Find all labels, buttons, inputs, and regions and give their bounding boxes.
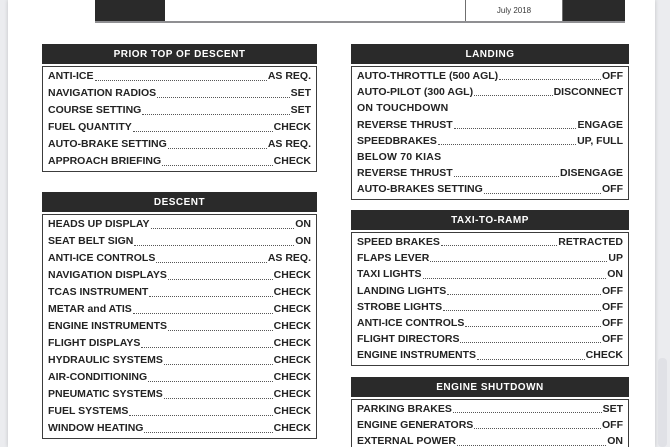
item-value: SET — [290, 87, 311, 99]
checklist-item-row — [357, 331, 623, 347]
checklist-item-row — [48, 386, 311, 403]
dotted-leader — [95, 68, 267, 81]
item-value: UP — [608, 252, 623, 265]
item-label: METAR and ATIS — [48, 303, 132, 315]
item-label: APPROACH BRIEFING — [48, 155, 162, 167]
section-body — [42, 66, 317, 172]
checklist-item-row — [357, 347, 623, 363]
item-label: COURSE SETTING — [48, 104, 142, 116]
item-label: ON TOUCHDOWN — [357, 102, 449, 115]
item-label: EXTERNAL POWER — [357, 435, 456, 447]
dotted-leader — [141, 335, 272, 348]
checklist-section — [42, 44, 317, 172]
item-label: FLIGHT DISPLAYS — [48, 337, 141, 349]
checklist-item-row — [48, 403, 311, 420]
checklist-item-row — [357, 283, 623, 299]
item-label: ANTI-ICE CONTROLS — [48, 252, 156, 264]
item-label: AUTO-BRAKE SETTING — [48, 138, 167, 150]
item-label: REVERSE THRUST — [357, 167, 453, 180]
item-value: CHECK — [273, 371, 311, 383]
dotted-leader — [465, 315, 601, 327]
checklist-item-row — [48, 267, 311, 284]
checklist-item-row — [48, 420, 311, 437]
item-label: AUTO-THROTTLE (500 AGL) — [357, 70, 499, 82]
item-label: WINDOW HEATING — [48, 422, 144, 434]
document-page — [8, 0, 655, 447]
section-body — [42, 214, 317, 439]
item-value: CHECK — [273, 320, 311, 332]
item-value: OFF — [602, 300, 623, 313]
dotted-leader — [477, 347, 585, 359]
item-label: HYDRAULIC SYSTEMS — [48, 354, 163, 366]
dotted-leader — [134, 233, 294, 246]
dotted-leader — [133, 301, 273, 314]
item-label: ANTI-ICE — [48, 70, 94, 82]
dotted-leader — [441, 234, 557, 246]
item-label: PNEUMATIC SYSTEMS — [48, 388, 163, 400]
dotted-leader — [168, 318, 273, 331]
dotted-leader — [162, 153, 272, 166]
checklist-section — [42, 192, 317, 439]
dotted-leader — [168, 267, 273, 280]
item-label: HEADS UP DISPLAY — [48, 218, 150, 230]
item-label: REVERSE THRUST — [357, 118, 453, 131]
dotted-leader — [430, 250, 607, 262]
item-value: DISCONNECT — [553, 86, 623, 99]
item-label: AUTO-BRAKES SETTING — [357, 183, 483, 196]
section-title: LANDING — [351, 44, 629, 64]
dotted-leader — [443, 299, 601, 311]
item-value: OFF — [602, 419, 623, 432]
checklist-item-row — [48, 352, 311, 369]
dotted-leader — [423, 266, 607, 278]
item-label: FUEL QUANTITY — [48, 121, 132, 133]
dotted-leader — [164, 352, 273, 365]
checklist-item-row — [48, 68, 311, 85]
item-value: SET — [290, 104, 311, 116]
checklist-item-row — [357, 68, 623, 84]
item-value: OFF — [602, 183, 623, 196]
item-value: AS REQ. — [267, 138, 311, 150]
dotted-leader — [484, 181, 601, 193]
item-value: ON — [295, 218, 311, 230]
checklist-item-row — [357, 117, 623, 133]
item-value: CHECK — [273, 405, 311, 417]
checklist-item-row — [48, 284, 311, 301]
checklist-item-row — [48, 233, 311, 250]
dotted-leader — [460, 331, 601, 343]
item-label: FLAPS LEVER — [357, 252, 430, 265]
dotted-leader — [144, 420, 272, 433]
item-value: UP, FULL — [577, 134, 623, 147]
item-label: BELOW 70 KIAS — [357, 150, 442, 163]
checklist-section — [351, 377, 629, 447]
checklist-item-row — [48, 318, 311, 335]
item-value: AS REQ. — [267, 252, 311, 264]
dotted-leader — [454, 165, 559, 177]
section-title: PRIOR TOP OF DESCENT — [42, 44, 317, 64]
dotted-leader — [157, 85, 289, 98]
item-label: SPEED BRAKES — [357, 236, 440, 248]
checklist-item-row — [357, 165, 623, 181]
checklist-item-row — [48, 369, 311, 386]
item-value: DISENGAGE — [559, 167, 623, 180]
item-label: AIR-CONDITIONING — [48, 371, 148, 383]
item-value: RETRACTED — [558, 236, 623, 248]
checklist-item-row — [357, 266, 623, 282]
section-title: TAXI-TO-RAMP — [351, 210, 629, 230]
dotted-leader — [453, 401, 602, 413]
dotted-leader — [129, 403, 272, 416]
checklist-item-row — [357, 433, 623, 447]
checklist-column-left — [42, 0, 317, 447]
checklist-subheader-row — [357, 100, 623, 116]
checklist-item-row — [48, 216, 311, 233]
item-value: CHECK — [273, 286, 311, 298]
section-body — [351, 232, 629, 366]
item-label: STROBE LIGHTS — [357, 300, 443, 313]
dotted-leader — [148, 369, 272, 382]
checklist-item-row — [48, 153, 311, 170]
dotted-leader — [457, 433, 606, 445]
dotted-leader — [447, 283, 601, 295]
section-body — [351, 399, 629, 447]
section-title: ENGINE SHUTDOWN — [351, 377, 629, 397]
item-label: NAVIGATION DISPLAYS — [48, 269, 167, 281]
item-value: ENGAGE — [577, 118, 623, 131]
dotted-leader — [156, 250, 266, 263]
item-value: OFF — [602, 284, 623, 297]
item-value: CHECK — [273, 422, 311, 434]
item-label: NAVIGATION RADIOS — [48, 87, 157, 99]
dotted-leader — [474, 84, 552, 96]
dotted-leader — [454, 117, 577, 129]
item-label: ANTI-ICE CONTROLS — [357, 316, 465, 329]
checklist-item-row — [48, 335, 311, 352]
dotted-leader — [151, 216, 295, 229]
item-value: OFF — [602, 70, 623, 82]
dotted-leader — [438, 133, 576, 145]
dotted-leader — [168, 136, 267, 149]
item-value: ON — [295, 235, 311, 247]
section-title: DESCENT — [42, 192, 317, 212]
item-value: ON — [607, 435, 623, 447]
checklist-item-row — [48, 119, 311, 136]
checklist-section — [351, 44, 629, 200]
dotted-leader — [474, 417, 601, 429]
item-label: ENGINE INSTRUMENTS — [48, 320, 168, 332]
item-value: OFF — [602, 316, 623, 329]
checklist-item-row — [357, 250, 623, 266]
item-value: CHECK — [273, 269, 311, 281]
item-label: PARKING BRAKES — [357, 403, 452, 415]
dotted-leader — [164, 386, 273, 399]
checklist-item-row — [357, 315, 623, 331]
checklist-item-row — [48, 136, 311, 153]
item-label: TCAS INSTRUMENT — [48, 286, 149, 298]
item-label: FLIGHT DIRECTORS — [357, 333, 460, 346]
checklist-item-row — [357, 133, 623, 149]
item-label: ENGINE INSTRUMENTS — [357, 349, 477, 362]
item-value: CHECK — [273, 388, 311, 400]
item-label: TAXI LIGHTS — [357, 268, 422, 281]
item-value: CHECK — [273, 303, 311, 315]
item-value: SET — [602, 403, 623, 415]
item-value: ON — [607, 268, 623, 281]
checklist-item-row — [48, 102, 311, 119]
item-label: FUEL SYSTEMS — [48, 405, 129, 417]
item-value: CHECK — [585, 349, 623, 362]
checklist-item-row — [357, 299, 623, 315]
checklist-item-row — [357, 84, 623, 100]
item-label: LANDING LIGHTS — [357, 284, 447, 297]
checklist-item-row — [357, 234, 623, 250]
item-label: SEAT BELT SIGN — [48, 235, 134, 247]
dotted-leader — [133, 119, 273, 132]
checklist-item-row — [357, 417, 623, 433]
checklist-item-row — [48, 85, 311, 102]
item-label: AUTO-PILOT (300 AGL) — [357, 86, 474, 99]
section-body — [351, 66, 629, 200]
checklist-item-row — [357, 401, 623, 417]
item-value: OFF — [602, 333, 623, 346]
checklist-item-row — [48, 301, 311, 318]
item-value: CHECK — [273, 155, 311, 167]
dotted-leader — [142, 102, 289, 115]
item-value: CHECK — [273, 337, 311, 349]
checklist-item-row — [357, 181, 623, 197]
item-value: AS REQ. — [267, 70, 311, 82]
checklist-section — [351, 210, 629, 366]
dotted-leader — [149, 284, 272, 297]
header-date-label: July 2018 — [496, 6, 532, 15]
scrollbar-thumb[interactable] — [658, 358, 667, 447]
item-label: SPEEDBRAKES — [357, 134, 437, 147]
item-value: CHECK — [273, 354, 311, 366]
scrollbar-track[interactable] — [655, 0, 670, 447]
checklist-item-row — [48, 250, 311, 267]
checklist-column-right — [351, 0, 629, 447]
item-value: CHECK — [273, 121, 311, 133]
dotted-leader — [499, 68, 601, 80]
checklist-subheader-row — [357, 149, 623, 165]
item-label: ENGINE GENERATORS — [357, 419, 474, 432]
